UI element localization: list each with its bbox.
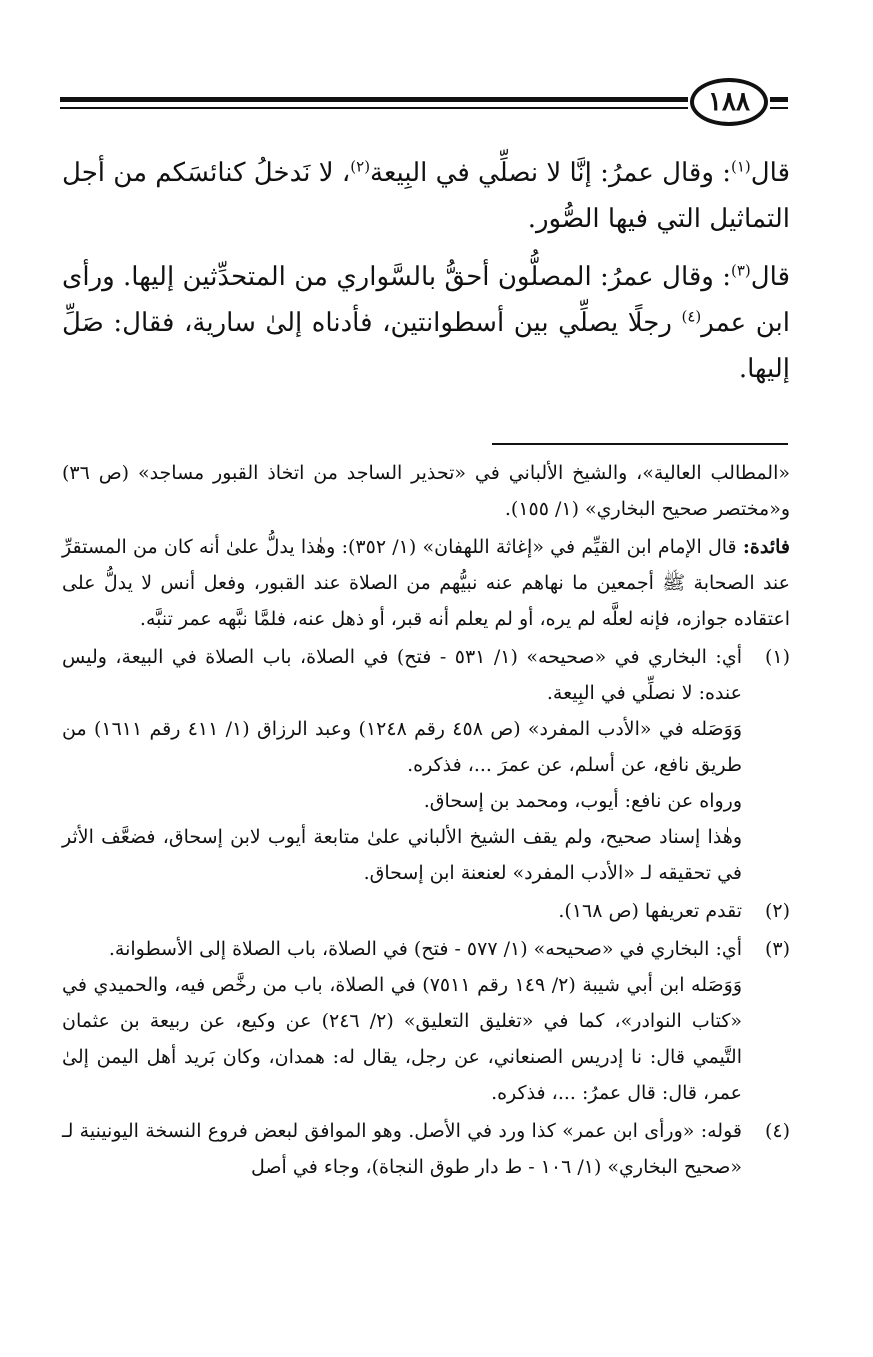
faida-label: فائدة: bbox=[742, 536, 790, 558]
paragraph-text: قال bbox=[750, 158, 791, 188]
footnote-body bbox=[62, 893, 742, 929]
footnote-body bbox=[62, 1113, 742, 1185]
header-rule-thin bbox=[60, 107, 688, 109]
footnote-ref[interactable]: (٣) bbox=[730, 261, 751, 280]
paragraph-text: : وقال عمرُ: إنَّا لا نصلِّي في البِيعة bbox=[370, 158, 731, 188]
header-rule bbox=[60, 97, 688, 102]
footnote-number: (٣) bbox=[764, 938, 790, 960]
faida-note bbox=[62, 529, 790, 637]
footnote-line: ورواه عن نافع: أيوب، ومحمد بن إسحاق. bbox=[423, 790, 742, 812]
paragraph-text: قال bbox=[750, 262, 790, 292]
footnotes bbox=[62, 455, 790, 1187]
footnote-line: أي: البخاري في «صحيحه» (١/ ٥٣١ - فتح) في الصلاة، باب الصلاة في البيعة، وليس عنده: لا نصلِّي في البِيعة. bbox=[62, 646, 742, 704]
footnote-ref[interactable]: (١) bbox=[730, 157, 751, 176]
footnote-line: وَوَصَله في «الأدب المفرد» (ص ٤٥٨ رقم ١٢٤٨) وعبد الرزاق (١/ ٤١١ رقم ١٦١١) من طريق نافع، عن أسلم، عن عمرَ ...، فذكره. bbox=[62, 718, 743, 776]
footnote-3 bbox=[62, 931, 790, 1111]
paragraph-text: ، لا نَدخلُ كنائسَكم من أجل التماثيل التي فيها الصُّور. bbox=[62, 158, 790, 234]
footnote-divider bbox=[492, 443, 788, 445]
paragraph-text: : وقال عمرُ: المصلُّون أحقُّ بالسَّواري من المتحدِّثين إليها. ورأى ابن عمر bbox=[62, 262, 790, 338]
footnote-body bbox=[62, 931, 742, 1111]
footnote-number: (٤) bbox=[764, 1120, 790, 1142]
main-text bbox=[62, 150, 790, 404]
footnote-ref[interactable]: (٤) bbox=[681, 307, 702, 326]
paragraph-1 bbox=[62, 150, 790, 242]
footnote-line: أي: البخاري في «صحيحه» (١/ ٥٧٧ - فتح) في الصلاة، باب الصلاة إلى الأسطوانة. bbox=[108, 938, 742, 960]
footnote-number: (٢) bbox=[764, 900, 790, 922]
footnote-1 bbox=[62, 639, 790, 891]
footnote-number: (١) bbox=[764, 646, 790, 668]
footnote-line: تقدم تعريفها (ص ١٦٨). bbox=[558, 900, 742, 922]
footnote-body bbox=[62, 639, 742, 891]
page-number: ١٨٨ bbox=[690, 78, 768, 126]
footnote-continuation: «المطالب العالية»، والشيخ الألباني في «تحذير الساجد من اتخاذ القبور مساجد» (ص ٣٦) و«مختصر صحيح البخاري» (١/ ١٥٥). bbox=[62, 462, 790, 520]
footnote-4 bbox=[62, 1113, 790, 1185]
footnote-ref[interactable]: (٢) bbox=[350, 157, 371, 176]
footnote-line: وهٰذا إسناد صحيح، ولم يقف الشيخ الألباني علىٰ متابعة أيوب لابن إسحاق، فضعَّف الأثر في تحقيقه لـ «الأدب المفرد» لعنعنة ابن إسحاق. bbox=[62, 826, 742, 884]
faida-text: قال الإمام ابن القيِّم في «إغاثة اللهفان» (١/ ٣٥٢): وهٰذا يدلُّ علىٰ أنه كان من المستقرِّ عند الصحابة ﷺ أجمعين ما نهاهم عنه نبيُّهم من الصلاة عند القبور، وفعل أنس لا يدلُّ على اعتقاده جوازه، فإنه لعلَّه لم يره، أو لم يعلم أنه قبر، أو ذهل عنه، فلمَّا نبَّهه عمر تنبَّه. bbox=[62, 536, 790, 630]
paragraph-2 bbox=[62, 254, 790, 392]
footnote-line: وَوَصَله ابن أبي شيبة (٢/ ١٤٩ رقم ٧٥١١) في الصلاة، باب من رخَّص فيه، والحميدي في «كتاب النوادر»، كما في «تغليق التعليق» (٢/ ٢٤٦) عن وكيع، عن ربيعة بن عثمان التَّيمي قال: نا إدريس الصنعاني، عن رجل، يقال له: همدان، وكان بَريد أهل اليمن إلىٰ عمر، قال: قال عمرُ: ...، فذكره. bbox=[62, 974, 743, 1104]
footnote-line: قوله: «ورأى ابن عمر» كذا ورد في الأصل. وهو الموافق لبعض فروع النسخة اليونينية لـ «صحيح البخاري» (١/ ١٠٦ - ط دار طوق النجاة)، وجاء في أصل bbox=[62, 1120, 742, 1178]
footnote-2 bbox=[62, 893, 790, 929]
header-rule-end-thin bbox=[770, 107, 788, 109]
header-rule-end bbox=[770, 97, 788, 102]
paragraph-text: رجلًا يصلِّي بين أسطوانتين، فأدناه إلىٰ سارية، فقال: صَلِّ إليها. bbox=[62, 308, 790, 384]
